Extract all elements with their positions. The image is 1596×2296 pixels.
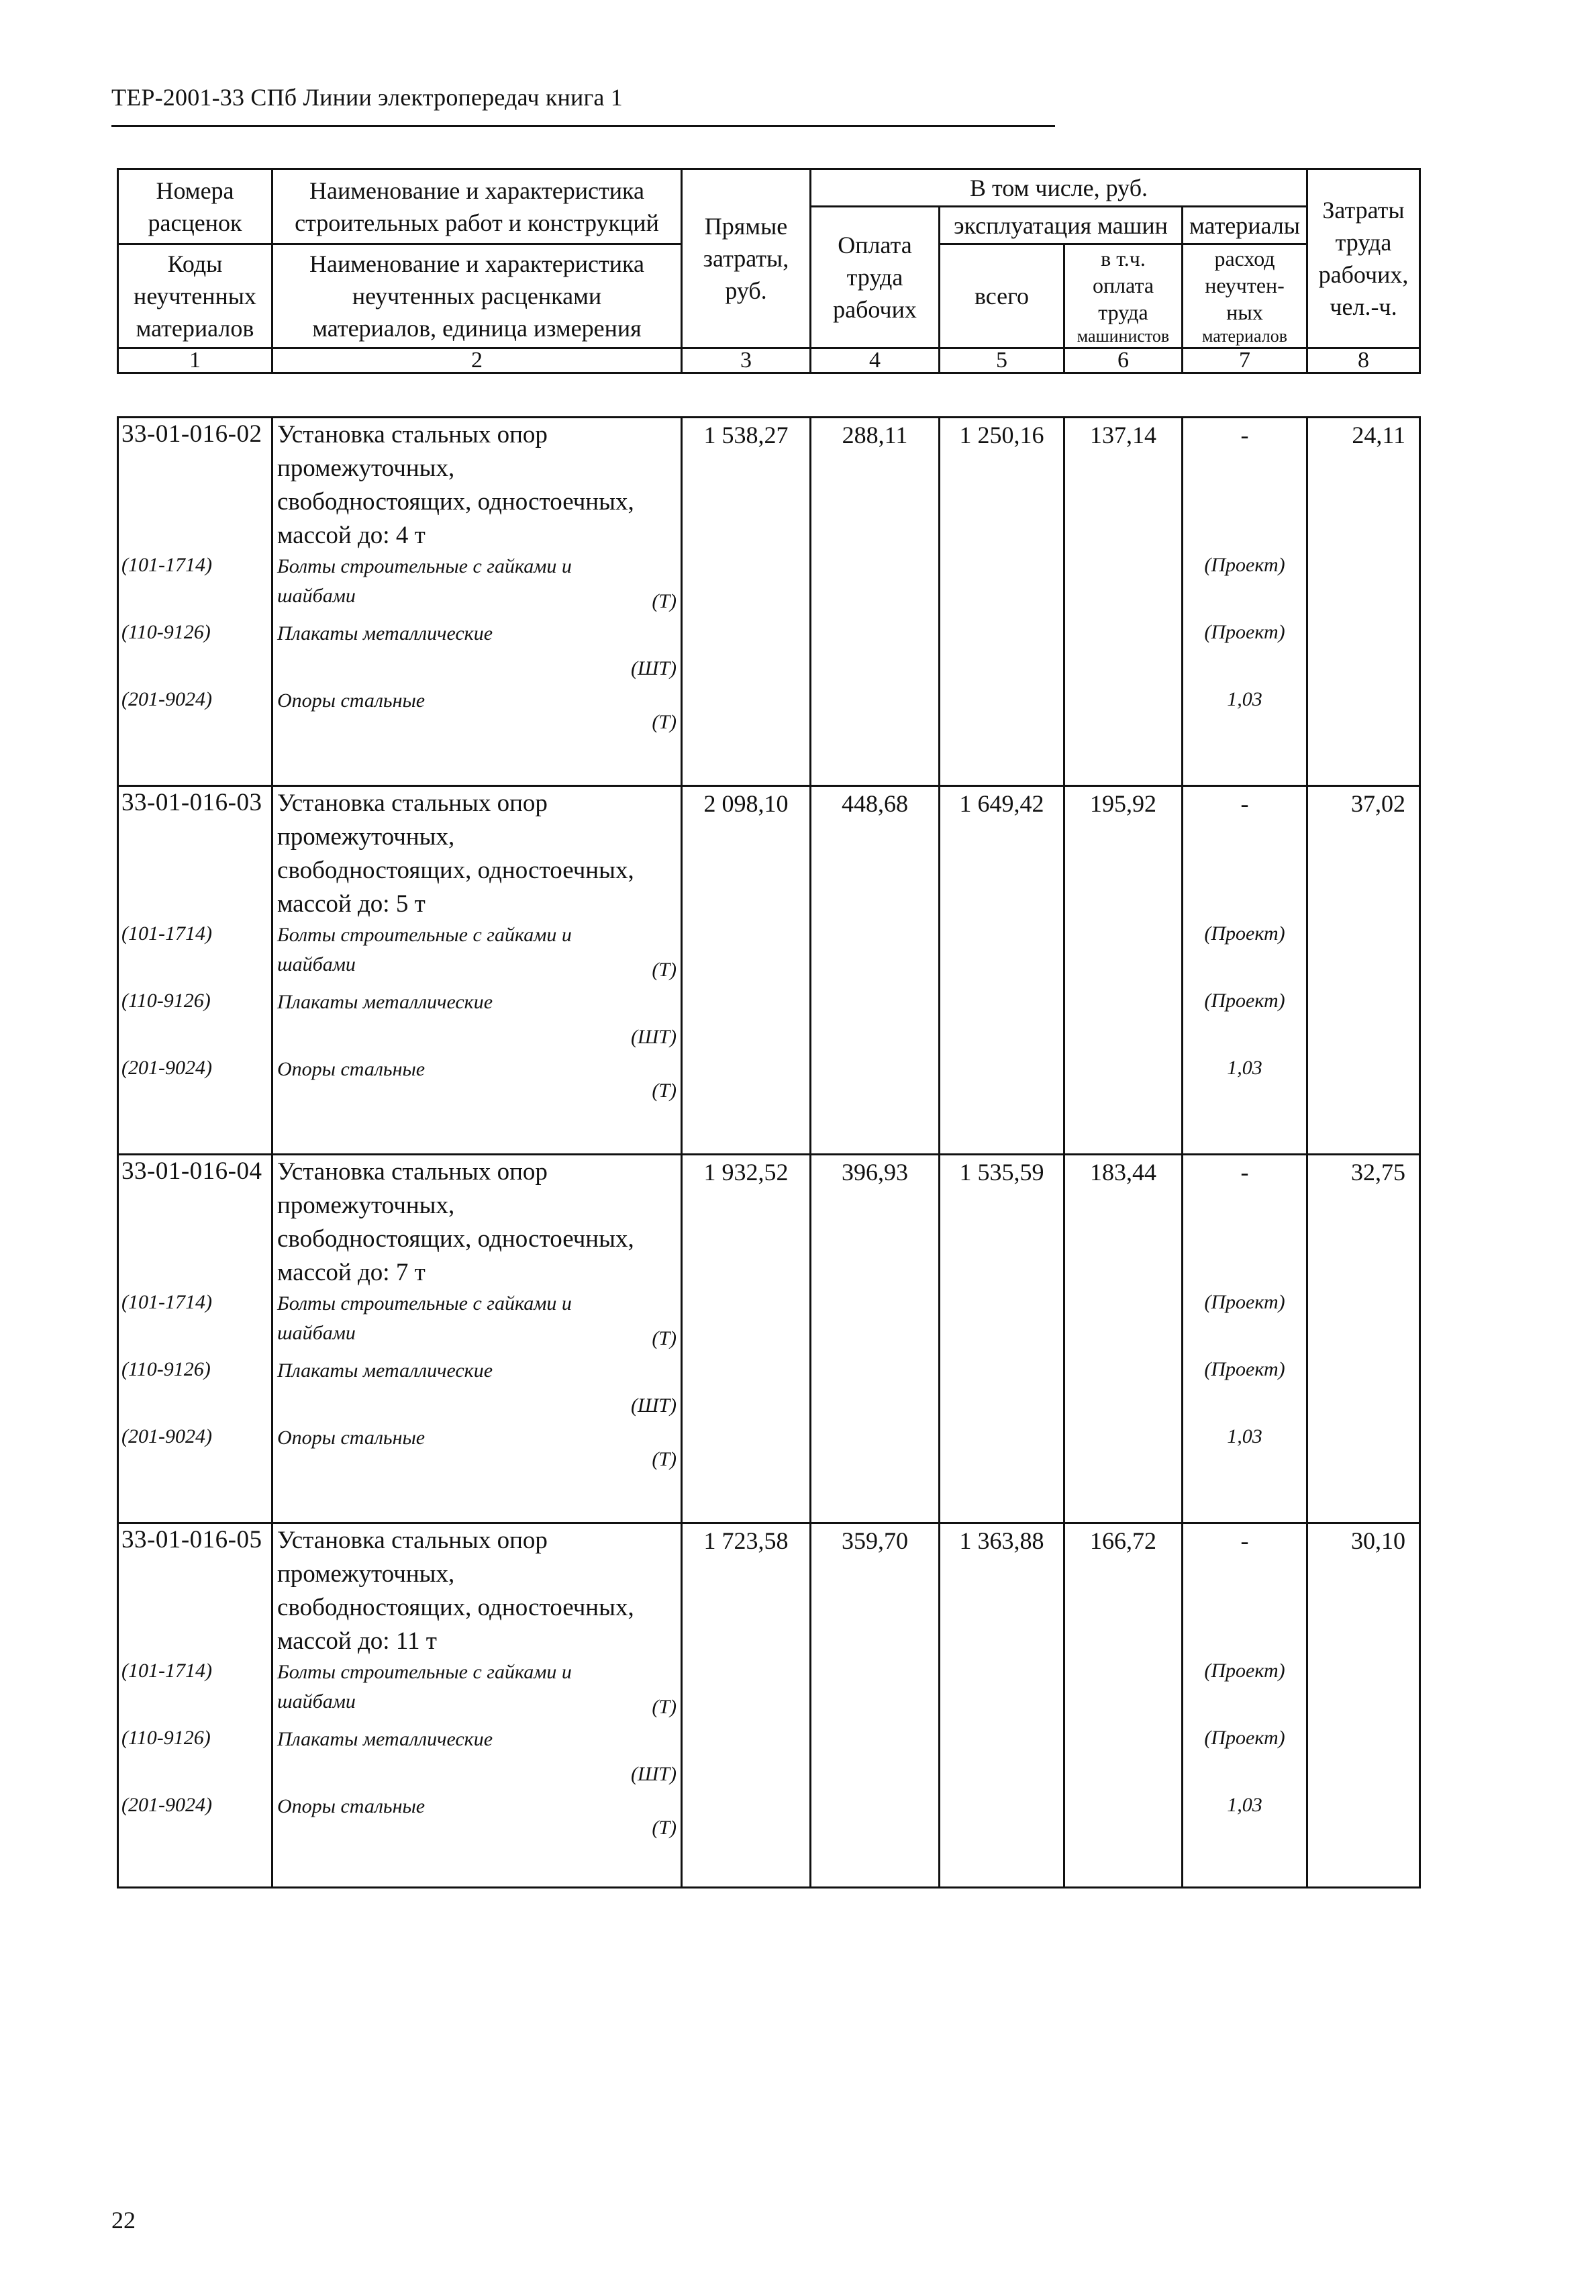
header-labor-pay: Оплата труда рабочих [811, 207, 940, 348]
rate-code: 33-01-016-04 [121, 1157, 262, 1185]
material-consumption: (Проект) [1204, 1727, 1285, 1749]
work-name-cell [272, 1523, 682, 1888]
labor-pay: 288,11 [811, 418, 940, 786]
col-number: 2 [272, 348, 682, 373]
labor-hours: 32,75 [1307, 1155, 1420, 1523]
material-unit: (Т) [652, 1696, 677, 1718]
machines-total: 1 535,59 [940, 1155, 1064, 1523]
material-code: (110-9126) [121, 1358, 211, 1380]
col-number: 1 [118, 348, 272, 373]
machines-total: 1 363,88 [940, 1523, 1064, 1888]
material-name: Плакаты металлические (ШТ) [277, 619, 677, 686]
header-direct-costs: Прямые затраты, руб. [682, 169, 811, 348]
work-name: Установка стальных опор промежуточных, свободностоящих, одностоечных, массой до: 4 т [277, 421, 634, 549]
material-consumption: (Проект) [1204, 1358, 1285, 1380]
material-name: Опоры стальные (Т) [277, 1792, 677, 1846]
header-materials-group: материалы [1183, 207, 1307, 244]
rate-code: 33-01-016-02 [121, 420, 262, 448]
table-row [118, 786, 1420, 1155]
page-number: 22 [111, 2207, 136, 2234]
col-number: 5 [940, 348, 1064, 373]
header-including-group: В том числе, руб. [811, 169, 1307, 207]
table-header [117, 168, 1421, 374]
material-code: (201-9024) [121, 1057, 212, 1079]
machines-total: 1 250,16 [940, 418, 1064, 786]
material-unit: (Т) [652, 1080, 677, 1102]
material-consumption: 1,03 [1227, 1057, 1262, 1079]
material-code: (110-9126) [121, 621, 211, 643]
material-code: (101-1714) [121, 554, 212, 576]
header-labor-hours: Затраты труда рабочих, чел.-ч. [1307, 169, 1420, 348]
col-number: 6 [1064, 348, 1183, 373]
rate-code-cell [118, 418, 272, 786]
work-name: Установка стальных опор промежуточных, свободностоящих, одностоечных, массой до: 5 т [277, 790, 634, 918]
labor-hours: 37,02 [1307, 786, 1420, 1155]
direct-costs: 1 538,27 [682, 418, 811, 786]
material-code: (110-9126) [121, 1727, 211, 1749]
rate-code-cell [118, 1155, 272, 1523]
materials: - (Проект) (Проект) 1,03 [1183, 418, 1307, 786]
rate-code: 33-01-016-03 [121, 789, 262, 816]
material-unit: (Т) [652, 1448, 677, 1470]
header-material-codes: Коды неучтенных материалов [118, 244, 272, 348]
header-machines-group: эксплуатация машин [940, 207, 1183, 244]
header-work-name: Наименование и характеристика строительных работ и конструкций [272, 169, 682, 244]
material-consumption: (Проект) [1204, 554, 1285, 576]
material-unit: (Т) [652, 711, 677, 733]
material-consumption: 1,03 [1227, 688, 1262, 710]
material-name: Болты строительные с гайками и шайбами (Т) [277, 1289, 677, 1356]
material-code: (201-9024) [121, 1425, 212, 1447]
machinist-pay: 137,14 [1064, 418, 1183, 786]
material-name: Болты строительные с гайками и шайбами (Т) [277, 552, 677, 619]
direct-costs: 1 723,58 [682, 1523, 811, 1888]
material-unit: (ШТ) [631, 1394, 677, 1417]
work-name: Установка стальных опор промежуточных, свободностоящих, одностоечных, массой до: 11 т [277, 1527, 634, 1655]
col-number: 4 [811, 348, 940, 373]
machinist-pay: 166,72 [1064, 1523, 1183, 1888]
material-name: Опоры стальные (Т) [277, 1423, 677, 1477]
header-material-names: Наименование и характеристика неучтенных расценками материалов, единица измерения [272, 244, 682, 348]
material-consumption: (Проект) [1204, 621, 1285, 643]
materials: - (Проект) (Проект) 1,03 [1183, 1155, 1307, 1523]
material-code: (201-9024) [121, 688, 212, 710]
material-code: (101-1714) [121, 922, 212, 945]
rate-code: 33-01-016-05 [121, 1526, 262, 1553]
rate-code-cell [118, 1523, 272, 1888]
header-machinist-pay: в т.ч. оплата труда машинистов [1064, 244, 1183, 348]
title-underline [111, 125, 1055, 127]
material-name: Плакаты металлические (ШТ) [277, 1356, 677, 1423]
work-name: Установка стальных опор промежуточных, свободностоящих, одностоечных, массой до: 7 т [277, 1158, 634, 1286]
materials: - (Проект) (Проект) 1,03 [1183, 786, 1307, 1155]
material-unit: (ШТ) [631, 657, 677, 679]
col-number: 3 [682, 348, 811, 373]
rate-code-cell [118, 786, 272, 1155]
header-machines-total: всего [940, 244, 1064, 348]
labor-pay: 359,70 [811, 1523, 940, 1888]
header-unaccounted-materials: расход неучтен- ных материалов [1183, 244, 1307, 348]
machinist-pay: 183,44 [1064, 1155, 1183, 1523]
material-consumption: 1,03 [1227, 1794, 1262, 1816]
table-row [118, 418, 1420, 786]
work-name-cell [272, 418, 682, 786]
material-name: Опоры стальные (Т) [277, 1055, 677, 1108]
work-name-cell [272, 1155, 682, 1523]
page-title: ТЕР-2001-33 СПб Линии электропередач книга 1 [111, 84, 623, 111]
rates-table [117, 416, 1421, 1888]
material-consumption: (Проект) [1204, 990, 1285, 1012]
material-consumption: (Проект) [1204, 922, 1285, 945]
col-number: 8 [1307, 348, 1420, 373]
header-rate-number: Номера расценок [118, 169, 272, 244]
material-name: Опоры стальные (Т) [277, 686, 677, 740]
labor-hours: 24,11 [1307, 418, 1420, 786]
machines-total: 1 649,42 [940, 786, 1064, 1155]
work-name-cell [272, 786, 682, 1155]
labor-pay: 448,68 [811, 786, 940, 1155]
material-unit: (Т) [652, 590, 677, 612]
material-name: Болты строительные с гайками и шайбами (Т) [277, 1658, 677, 1725]
labor-pay: 396,93 [811, 1155, 940, 1523]
machinist-pay: 195,92 [1064, 786, 1183, 1155]
material-code: (110-9126) [121, 990, 211, 1012]
material-unit: (Т) [652, 959, 677, 981]
material-name: Плакаты металлические (ШТ) [277, 988, 677, 1055]
material-consumption: (Проект) [1204, 1291, 1285, 1313]
material-code: (101-1714) [121, 1660, 212, 1682]
col-number: 7 [1183, 348, 1307, 373]
direct-costs: 2 098,10 [682, 786, 811, 1155]
material-code: (201-9024) [121, 1794, 212, 1816]
table-row [118, 1523, 1420, 1888]
materials: - (Проект) (Проект) 1,03 [1183, 1523, 1307, 1888]
labor-hours: 30,10 [1307, 1523, 1420, 1888]
material-consumption: (Проект) [1204, 1660, 1285, 1682]
material-code: (101-1714) [121, 1291, 212, 1313]
direct-costs: 1 932,52 [682, 1155, 811, 1523]
material-unit: (Т) [652, 1327, 677, 1349]
material-unit: (Т) [652, 1817, 677, 1839]
material-consumption: 1,03 [1227, 1425, 1262, 1447]
material-unit: (ШТ) [631, 1026, 677, 1048]
material-unit: (ШТ) [631, 1763, 677, 1785]
material-name: Плакаты металлические (ШТ) [277, 1725, 677, 1792]
material-name: Болты строительные с гайками и шайбами (Т) [277, 920, 677, 988]
table-row [118, 1155, 1420, 1523]
